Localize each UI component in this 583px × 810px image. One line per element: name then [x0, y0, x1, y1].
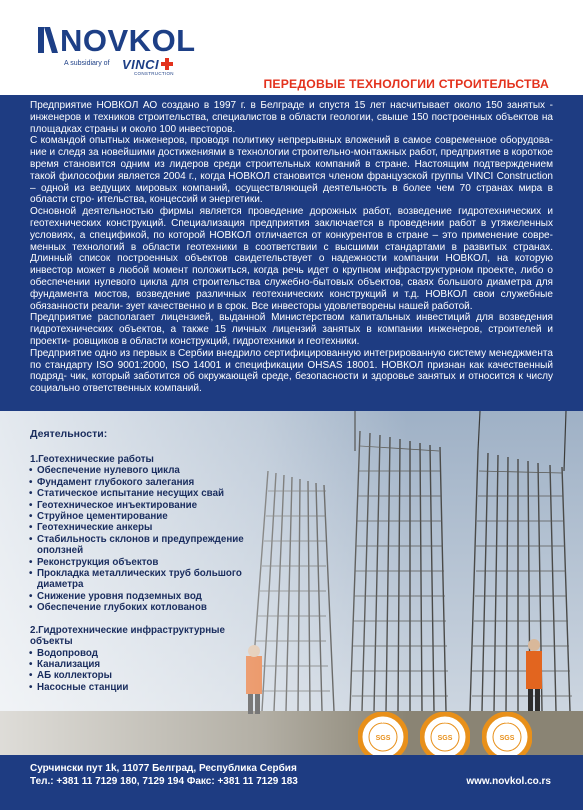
badge-standard: ISO 9001:2000 — [434, 720, 456, 724]
page-headline: ПЕРЕДОВЫЕ ТЕХНОЛОГИИ СТРОИТЕЛЬСТВА — [263, 77, 549, 91]
intro-paragraph: С командой опытных инженеров, проводя политику непрерывных вложений в самое современное оборудова- ние и следя за новейшими достижениями в технологии строительно-монтажных работ, предприятие в короткое время становится одним из лидеров среди строительных компаний в стране. Настоящим подтверждением такой философии является 2004 г., когда НОВКОЛ становится членом французской группы VINCI Construction – одной из ведущих мировых компаний, осуществляющей деятельность в более чем 70 странах мира в области стро- ительства, концессий и энергетики. — [30, 135, 553, 206]
logo-mark-icon — [38, 27, 62, 53]
vinci-logo-text: VINCI — [122, 57, 160, 72]
intro-paragraph: Предприятие одно из первых в Сербии внедрило сертифицированную интегрированную систему менеджмента по стандарту ISO 9001:2000, ISO 14001 и спецификации OHSAS 18001. НОВКОЛ признан как качественный подряд- чик, который заботится об окружающей среде, безопасности и здоровье занятых и относится к числу социально ответственных компаний. — [30, 347, 553, 395]
intro-paragraph: Основной деятельностью фирмы является проведение дорожных работ, возведение гидротехнических и геотехнических конструкций. Специализация предприятия заключается в проведении работ в утяжеленных условиях, а спецификой, по которой НОВКОЛ отличается от конкурентов в стране – это применение совре- менных технологий в области геотехники в соответствии с высшими стандартами в развитых странах. Длинный список построенных объектов свидетельствует о надежности компании НОВКОЛ, на которую инвестор может в любой момент положиться, когда речь идет о крупном инфраструктурном проекте, либо о обеспечении нулевого цикла для строительства служебно-бытовых объектов, сваях большого диаметра для фундамента мостов, возведение различных геотехнических конструкций и т.д. НОВКОЛ свои служебные обязанности реали- зует качественно и в срок. Все инвесторы удовлетворены нашей работой. — [30, 206, 553, 312]
intro-paragraph: Предприятие располагает лицензией, выданной Министерством капитальных инвестиций для возведения гидротехнических объектов, а также 15 личных лицензий занятых в компании инженеров, строителей и проекти- ровщиков в области конструкций, гидротехники и геотехники. — [30, 312, 553, 347]
badge-standard: ISO 14001 — [375, 720, 391, 724]
activities-section — [30, 428, 245, 693]
badge-org: SGS — [375, 735, 391, 742]
activities-list — [30, 648, 245, 694]
list-item: • Обеспечение нулевого цикла — [30, 465, 245, 476]
footer — [0, 755, 583, 810]
logo-subsidiary-text: A subsidiary of — [64, 60, 110, 67]
list-item: • Водопровод — [30, 648, 245, 659]
list-item: • Насосные станции — [30, 682, 245, 693]
list-item: • Стабильность склонов и предупреждение оползней — [30, 534, 245, 557]
footer-address: Сурчински пут 1k, 11077 Белград, Республика Сербия — [30, 763, 297, 774]
header — [0, 0, 583, 95]
badge-org: SGS — [437, 735, 453, 742]
activities-list — [30, 465, 245, 613]
intro-section — [0, 95, 583, 411]
list-item: • Снижение уровня подземных вод — [30, 591, 245, 602]
list-item: • Канализация — [30, 659, 245, 670]
list-item: • Геотехнические анкеры — [30, 522, 245, 533]
certification-badges — [358, 712, 558, 760]
footer-website-link[interactable]: www.novkol.co.rs — [466, 776, 551, 787]
activities-group-title: 1.Геотехнические работы — [30, 454, 154, 465]
list-item: • Прокладка металлических труб большого диаметра — [30, 568, 245, 591]
list-item: • АБ коллекторы — [30, 670, 245, 681]
badge-org: SGS — [499, 735, 515, 742]
vinci-construction-text: CONSTRUCTION — [134, 71, 174, 76]
list-item: • Фундамент глубокого залегания — [30, 477, 245, 488]
intro-paragraph: Предприятие НОВКОЛ АО создано в 1997 г. в Белграде и спустя 15 лет насчитывает около 150 занятых - инженеров и техников строительства, специалистов в области геологии, свыше 150 построенных объектов на площадках страны и около 100 инвесторов. — [30, 100, 553, 135]
list-item: • Статическое испытание несущих свай — [30, 488, 245, 499]
list-item: • Реконструкция объектов — [30, 557, 245, 568]
vinci-plus-icon — [161, 58, 173, 70]
list-item: • Обеспечение глубоких котлованов — [30, 602, 245, 613]
activities-title: Деятельности: — [30, 428, 108, 440]
activities-group-title: 2.Гидротехнические инфраструктурные объекты — [30, 624, 225, 648]
logo-wordmark: NOVKOL — [60, 23, 196, 58]
novkol-logo — [38, 23, 196, 84]
footer-phone: Тел.: +381 11 7129 180, 7129 194 Факс: +381 11 7129 183 — [30, 776, 298, 787]
list-item: • Геотехническое инъектирование — [30, 500, 245, 511]
list-item: • Струйное цементирование — [30, 511, 245, 522]
badge-standard: OHSAS 18001 — [496, 720, 518, 724]
